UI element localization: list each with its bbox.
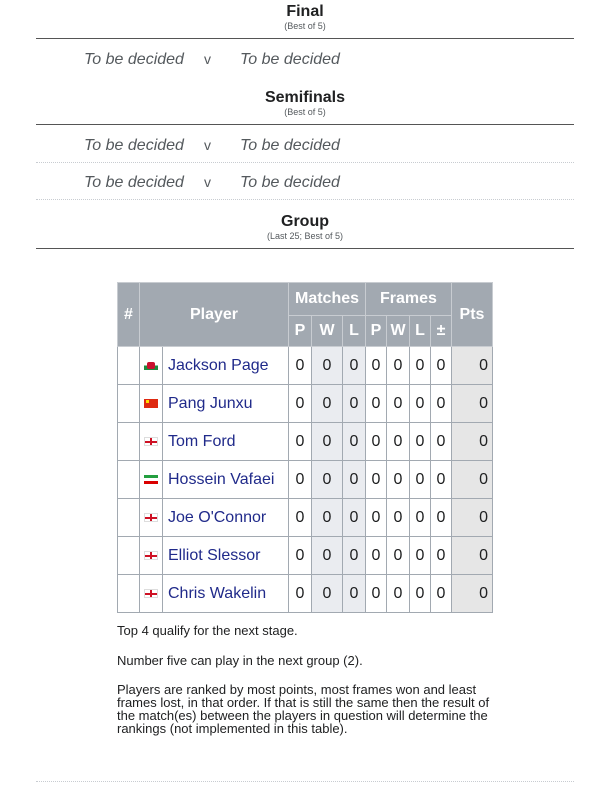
player-link[interactable]: Elliot Slessor (163, 537, 289, 575)
points: 0 (452, 423, 493, 461)
frames-lost: 0 (410, 347, 431, 385)
final-title: Final (286, 3, 324, 20)
matches-played: 0 (289, 461, 312, 499)
frames-played: 0 (366, 423, 387, 461)
note-next-group: Number five can play in the next group (2). (117, 653, 363, 668)
final-heading (36, 3, 574, 31)
rank-cell (118, 347, 140, 385)
frames-diff: 0 (431, 385, 452, 423)
header-pts: Pts (452, 283, 493, 347)
player-link[interactable]: Jackson Page (163, 347, 289, 385)
frames-played: 0 (366, 499, 387, 537)
table-row (118, 575, 493, 613)
header-matches: Matches (289, 283, 366, 316)
rank-cell (118, 385, 140, 423)
note-qualify: Top 4 qualify for the next stage. (117, 623, 298, 638)
flag-cell (140, 499, 163, 537)
table-row (118, 423, 493, 461)
match-player2: To be decided (240, 174, 340, 191)
matches-played: 0 (289, 537, 312, 575)
header-frames-lost: L (410, 316, 431, 347)
dotted-divider (36, 162, 574, 163)
frames-won: 0 (387, 499, 410, 537)
match-player1: To be decided (84, 174, 184, 191)
iran-flag-icon (144, 475, 158, 484)
frames-lost: 0 (410, 499, 431, 537)
matches-lost: 0 (343, 385, 366, 423)
rank-cell (118, 423, 140, 461)
frames-diff: 0 (431, 575, 452, 613)
semifinal-match (36, 174, 574, 196)
frames-lost: 0 (410, 461, 431, 499)
player-link[interactable]: Pang Junxu (163, 385, 289, 423)
frames-lost: 0 (410, 537, 431, 575)
flag-cell (140, 461, 163, 499)
points: 0 (452, 347, 493, 385)
player-link[interactable]: Chris Wakelin (163, 575, 289, 613)
table-row (118, 385, 493, 423)
frames-played: 0 (366, 385, 387, 423)
table-row (118, 499, 493, 537)
matches-lost: 0 (343, 575, 366, 613)
header-frames-diff: ± (431, 316, 452, 347)
frames-diff: 0 (431, 423, 452, 461)
frames-played: 0 (366, 575, 387, 613)
frames-won: 0 (387, 461, 410, 499)
dotted-divider (36, 781, 574, 782)
points: 0 (452, 575, 493, 613)
group-subtitle: (Last 25; Best of 5) (266, 231, 344, 241)
points: 0 (452, 537, 493, 575)
semifinals-subtitle: (Best of 5) (284, 107, 326, 117)
china-flag-icon (144, 399, 158, 408)
header-frames-played: P (366, 316, 387, 347)
frames-diff: 0 (431, 461, 452, 499)
frames-lost: 0 (410, 423, 431, 461)
header-frames-won: W (387, 316, 410, 347)
wales-flag-icon (144, 361, 158, 370)
match-vs: v (204, 174, 211, 190)
matches-won: 0 (312, 347, 343, 385)
matches-won: 0 (312, 461, 343, 499)
frames-diff: 0 (431, 537, 452, 575)
matches-won: 0 (312, 423, 343, 461)
frames-lost: 0 (410, 385, 431, 423)
flag-cell (140, 347, 163, 385)
matches-won: 0 (312, 537, 343, 575)
dotted-divider (36, 199, 574, 200)
frames-won: 0 (387, 537, 410, 575)
match-player2: To be decided (240, 51, 340, 68)
points: 0 (452, 385, 493, 423)
matches-played: 0 (289, 499, 312, 537)
rank-cell (118, 461, 140, 499)
flag-cell (140, 385, 163, 423)
match-vs: v (204, 51, 211, 67)
table-row (118, 461, 493, 499)
divider (36, 124, 574, 125)
england-flag-icon (144, 589, 158, 598)
england-flag-icon (144, 551, 158, 560)
frames-lost: 0 (410, 575, 431, 613)
frames-won: 0 (387, 385, 410, 423)
player-link[interactable]: Joe O'Connor (163, 499, 289, 537)
header-rank: # (118, 283, 140, 347)
header-matches-lost: L (343, 316, 366, 347)
matches-lost: 0 (343, 537, 366, 575)
matches-won: 0 (312, 499, 343, 537)
frames-played: 0 (366, 461, 387, 499)
semifinals-heading (36, 89, 574, 117)
matches-lost: 0 (343, 461, 366, 499)
match-player1: To be decided (84, 137, 184, 154)
rank-cell (118, 537, 140, 575)
frames-won: 0 (387, 575, 410, 613)
matches-won: 0 (312, 385, 343, 423)
frames-played: 0 (366, 347, 387, 385)
header-matches-won: W (312, 316, 343, 347)
table-row (118, 347, 493, 385)
final-match (36, 51, 574, 73)
frames-won: 0 (387, 423, 410, 461)
player-link[interactable]: Hossein Vafaei (163, 461, 289, 499)
header-matches-played: P (289, 316, 312, 347)
semifinal-match (36, 137, 574, 159)
matches-played: 0 (289, 347, 312, 385)
match-vs: v (204, 137, 211, 153)
matches-lost: 0 (343, 347, 366, 385)
note-ranking-rules: Players are ranked by most points, most frames won and least frames lost, in that order. If that is still the same then the result of the match(es) between the players in question will determine the rankings (not implemented in this table). (117, 682, 490, 736)
rank-cell (118, 575, 140, 613)
match-player1: To be decided (84, 51, 184, 68)
final-subtitle: (Best of 5) (284, 21, 326, 31)
table-row (118, 537, 493, 575)
flag-cell (140, 537, 163, 575)
group-title: Group (281, 213, 329, 230)
group-standings-table (117, 282, 493, 613)
flag-cell (140, 575, 163, 613)
divider (36, 38, 574, 39)
matches-played: 0 (289, 423, 312, 461)
england-flag-icon (144, 513, 158, 522)
player-link[interactable]: Tom Ford (163, 423, 289, 461)
matches-lost: 0 (343, 423, 366, 461)
frames-played: 0 (366, 537, 387, 575)
match-player2: To be decided (240, 137, 340, 154)
semifinals-title: Semifinals (264, 89, 346, 106)
points: 0 (452, 499, 493, 537)
matches-lost: 0 (343, 499, 366, 537)
flag-cell (140, 423, 163, 461)
frames-diff: 0 (431, 499, 452, 537)
rank-cell (118, 499, 140, 537)
matches-played: 0 (289, 575, 312, 613)
header-frames: Frames (366, 283, 452, 316)
group-heading (36, 213, 574, 241)
header-player: Player (140, 283, 289, 347)
england-flag-icon (144, 437, 158, 446)
frames-diff: 0 (431, 347, 452, 385)
divider (36, 248, 574, 249)
points: 0 (452, 461, 493, 499)
matches-played: 0 (289, 385, 312, 423)
frames-won: 0 (387, 347, 410, 385)
matches-won: 0 (312, 575, 343, 613)
